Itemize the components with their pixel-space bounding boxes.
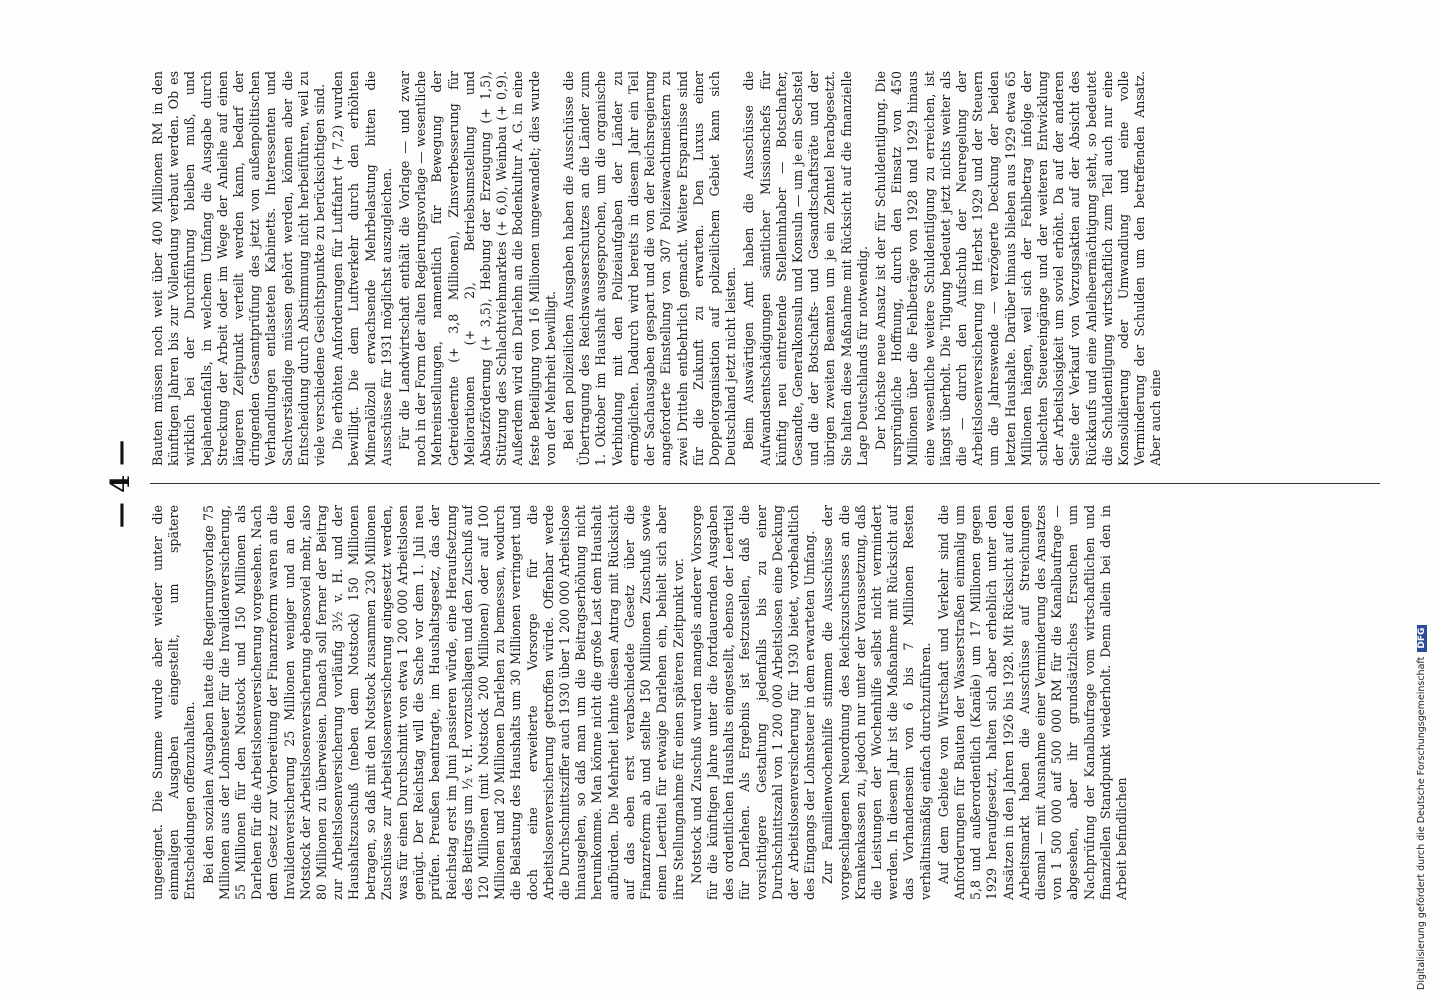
dfg-logo-icon: DFG: [1417, 625, 1427, 652]
left-column: [150, 505, 1400, 900]
paragraph: Bei den sozialen Ausgaben hatte die Regierungsvorlage 75 Millionen aus der Lohnsteuer für die Invalidenversicherung, 55 Millionen für den Notstock und 150 Millionen als Darlehen für die Arbeitslosenversicherung vorgesehen. Nach dem Gesetz zur Vorbereitung der Finanzreform waren an die Invalidenversicherung 25 Millionen weniger und an den Notstock der Arbeitslosenversicherung ebensoviel mehr, also 80 Millionen zu überweisen. Danach soll ferner der Beitrag zur Arbeitslosenversicherung vorläufig 3½ v. H. und der Haushaltszuschuß (neben dem Notstock) 150 Millionen betragen, so daß mit den Notstock zusammen 230 Millionen Zuschüsse zur Arbeitslosenversicherung eingesetzt werden, was für einen Durchschnitt von etwa 1 200 000 Arbeitslosen genügt. Der Reichstag will die Sache vor dem 1. Juli neu prüfen. Preußen beantragte, im Haushaltsgesetz, das der Reichstag erst im Juni passieren würde, eine Heraufsetzung des Beitrags um ½ v. H. vorzuschlagen und den Zuschuß auf 120 Millionen (mit Notstock 200 Millionen) oder auf 100 Millionen und 20 Millionen Darlehen zu bemessen, wodurch die Belastung des Haushalts um 30 Millionen verringert und doch eine erweiterte Vorsorge für die Arbeitslosenversicherung getroffen würde. Offenbar werde die Durchschnittsziffer auch 1930 über 1 200 000 Arbeitslose hinausgehen, so daß man um die Beitragserhöhung nicht herumkomme. Man könne nicht die große Last dem Haushalt aufbürden. Die Mehrheit lehnte diesen Antrag mit Rücksicht auf das eben erst verabschiedete Gesetz über die Finanzreform ab und stellte 150 Millionen Zuschuß sowie einen Leertitel für etwaige Darlehen ein, behielt sich aber ihre Stellungnahme für einen späteren Zeitpunkt vor.: [200, 505, 686, 900]
paragraph: Die erhöhten Anforderungen für Luftfahrt (+ 7,2) wurden bewilligt. Die dem Luftverkehr durch den erhöhten Mineralölzoll erwachsende Mehrbelastung bitten die Ausschüsse für 1931 möglichst auszugleichen.: [330, 71, 394, 466]
paragraph: Bauten müssen noch weit über 400 Millionen RM in den künftigen Jahren bis zur Vollendung verbaut werden. Ob es wirklich bei der Durchführung bleiben muß, und bejahendenfalls, in welchem Umfang die Ausgabe durch Streckung der Arbeit oder im Wege der Anleihe auf einen längeren Zeitpunkt verteilt werden kann, bedarf der dringenden Gesamtprüfung des jetzt von außenpolitischen Verhandlungen entlasteten Kabinetts. Interessenten und Sachverständige müssen gehört werden, können aber die Entscheidung durch Abstimmung nicht herbeiführen, weil zu viele verschiedene Gesichtspunkte zu berücksichtigen sind.: [150, 71, 328, 466]
paragraph: ungeeignet. Die Summe wurde aber wieder unter die einmaligen Ausgaben eingestellt, um spätere Entscheidungen offenzuhalten.: [150, 505, 198, 900]
column-divider: [150, 483, 1380, 484]
paragraph: Zur Familienwochenhilfe stimmen die Ausschüsse der vorgeschlagenen Neuordnung des Reichszuschusses an die Krankenkassen zu, jedoch nur unter der Voraussetzung, daß die Leistungen der Wochenhilfe selbst nicht vermindert werden. In diesem Jahr ist die Maßnahme mit Rücksicht auf das Vorhandensein von 6 bis 7 Millionen Resten verhältnismäßig einfach durchzuführen.: [820, 505, 933, 900]
attribution-text: Digitalisierung gefördert durch die Deutsche Forschungsgemeinschaft: [1416, 656, 1427, 990]
paragraph: Notstock und Zuschuß wurden mangels anderer Vorsorge für die künftigen Jahre unter die fortdauernden Ausgaben des ordentlichen Haushalts eingestellt, ebenso der Leertitel für Darlehen. Als Ergebnis ist festzustellen, daß die vorsichtigere Gestaltung jedenfalls bis zu einer Durchschnittszahl von 1 200 000 Arbeitslosen eine Deckung der Arbeitslosenversicherung für 1930 bietet, vorbehaltlich des Eingangs der Lohnsteuer in dem erwarteten Umfang.: [688, 505, 818, 900]
rotated-content: [106, 64, 1406, 904]
paragraph: Beim Auswärtigen Amt haben die Ausschüsse die Aufwandsentschädigungen sämtlicher Missionschefs für künftig neu eintretende Stelleninhaber — Botschafter, Gesandte, Generalkonsuln und Konsuln — um je ein Sechstel und die der Botschafts- und Gesandtschaftsräte und der übrigen zweiten Beamten um je ein Zehntel herabgesetzt. Sie halten diese Maßnahme mit Rücksicht auf die finanzielle Lage Deutschlands für notwendig.: [741, 71, 870, 466]
paragraph: Der höchste neue Ansatz ist der für Schuldentilgung. Die ursprüngliche Hoffnung, durch den Einsatz von 450 Millionen über die Fehlbeträge von 1928 und 1929 hinaus eine wesentliche weitere Schuldentilgung zu erreichen, ist längst überholt. Die Tilgung bedeutet jetzt nichts weiter als die — durch den Aufschub der Neuregelung der Arbeitslosenversicherung im Herbst 1929 und der Steuern um die Jahreswende — verzögerte Deckung der beiden letzten Haushalte. Darüber hinaus blieben aus 1929 etwa 65 Millionen hängen, weil sich der Fehlbetrag infolge der schlechten Steuereingänge und der weiteren Entwicklung der Arbeitslosigkeit um soviel erhöht. Da auf der anderen Seite der Verkauf von Vorzugsaktien auf der Absicht des Rückkaufs und eine Anleiheermächtigung steht, so bedeutet die Schuldentilgung wirtschaftlich zum Teil auch nur eine Konsolidierung oder Umwandlung und eine volle Verminderung der Schulden um den betreffenden Ansatz. Aber auch eine: [872, 71, 1164, 466]
paragraph: Auf dem Gebiete von Wirtschaft und Verkehr sind die Anforderungen für Bauten der Wasserstraßen einmalig um 5,8 und außerordentlich (Kanäle) um 17 Millionen gegen 1929 heraufgesetzt, halten sich aber erheblich unter den Ansätzen in den Jahren 1926 bis 1928. Mit Rücksicht auf den Arbeitsmarkt haben die Ausschüsse auf Streichungen diesmal — mit Ausnahme einer Verminderung des Ansatzes von 1 500 000 auf 500 000 RM für die Kanalbaufrage — abgesehen, aber ihr grundsätzliches Ersuchen um Nachprüfung der Kanalbaufrage vom wirtschaftlichen und finanziellen Standpunkt wiederholt. Denn allein bei den in Arbeit befindlichen: [935, 505, 1129, 900]
right-column: [150, 71, 1400, 466]
paragraph: Bei den polizeilichen Ausgaben haben die Ausschüsse die Übertragung des Reichswasserschutzes an die Länder zum 1. Oktober im Haushalt ausgesprochen, um die organische Verbindung mit den Polizeiaufgaben der Länder zu ermöglichen. Dadurch wird bereits in diesem Jahr ein Teil der Sachausgaben gespart und die von der Reichsregierung angeforderte Einstellung von 307 Polizeiwachtmeistern zu zwei Dritteln entbehrlich gemacht. Weitere Ersparnisse sind für die Zukunft zu erwarten. Den Luxus einer Doppelorganisation auf polizeilichem Gebiet kann sich Deutschland jetzt nicht leisten.: [561, 71, 739, 466]
page-number: — 4 —: [106, 439, 136, 529]
paragraph: Für die Landwirtschaft enthält die Vorlage — und zwar noch in der Form der alten Regierungsvorlage — wesentliche Mehreinstellungen, namentlich für Bewegung der Getreideernte (+ 3,8 Millionen), Zinsverbesserung für Meliorationen (+ 2), Betriebsumstellung und Absatzförderung (+ 3,5), Hebung der Erzeugung (+ 1,5), Stützung des Schlachtviehmarktes (+ 6,0), Weinbau (+ 0,9). Außerdem wird ein Darlehn an die Bodenkultur A. G. in eine feste Beteiligung von 16 Millionen umgewandelt; dies wurde von der Mehrheit bewilligt.: [397, 71, 558, 466]
digitization-sidebar: [1412, 0, 1432, 1000]
